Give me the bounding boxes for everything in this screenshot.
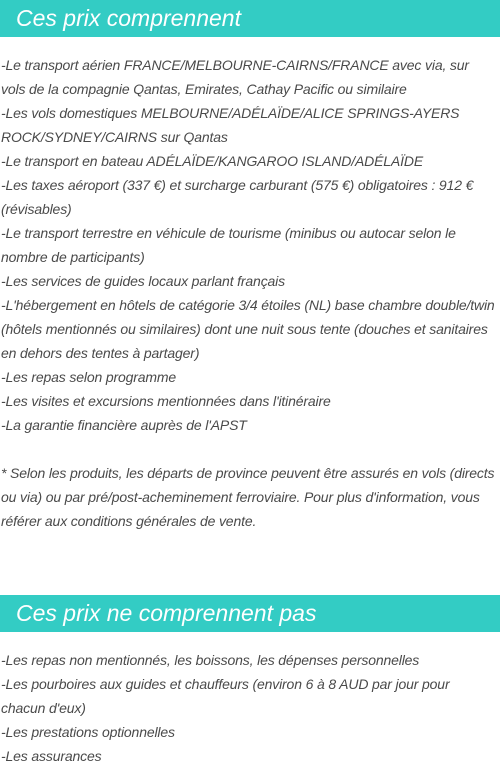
included-heading: Ces prix comprennent	[0, 0, 500, 37]
included-list	[0, 53, 500, 437]
included-item: -Les visites et excursions mentionnées dans l'itinéraire	[1, 393, 331, 409]
excluded-item: -Les assurances	[1, 748, 102, 764]
included-item: -Le transport aérien FRANCE/MELBOURNE-CAIRNS/FRANCE avec via, sur vols de la compagnie Qantas, Emirates, Cathay Pacific ou similaire	[1, 57, 469, 97]
excluded-item: -Les repas non mentionnés, les boissons, les dépenses personnelles	[1, 652, 420, 668]
included-item: -Le transport terrestre en véhicule de tourisme (minibus ou autocar selon le nombre de participants)	[1, 225, 456, 265]
excluded-item: -Les pourboires aux guides et chauffeurs (environ 6 à 8 AUD par jour pour chacun d'eux)	[1, 676, 450, 716]
included-item: -Le transport en bateau ADÉLAÏDE/KANGAROO ISLAND/ADÉLAÏDE	[1, 153, 424, 169]
excluded-item: -Les prestations optionnelles	[1, 724, 175, 740]
excluded-section	[0, 595, 500, 768]
included-item: -Les taxes aéroport (337 €) et surcharge carburant (575 €) obligatoires : 912 € (révisables)	[1, 177, 474, 217]
excluded-list	[0, 648, 500, 768]
included-item: -Les repas selon programme	[1, 369, 177, 385]
included-item: -Les vols domestiques MELBOURNE/ADÉLAÏDE/ALICE SPRINGS-AYERS ROCK/SYDNEY/CAIRNS sur Qantas	[1, 105, 460, 145]
provincial-departures-note: * Selon les produits, les départs de province peuvent être assurés en vols (directs ou via) ou par pré/post-acheminement ferroviaire. Pour plus d'information, vous référer aux conditions générales de vente.	[1, 465, 495, 529]
included-item: -L'hébergement en hôtels de catégorie 3/4 étoiles (NL) base chambre double/twin (hôtels mentionnés ou similaires) dont une nuit sous tente (douches et sanitaires en dehors des tentes à partager)	[1, 297, 495, 361]
excluded-heading: Ces prix ne comprennent pas	[0, 595, 500, 632]
included-item: -Les services de guides locaux parlant français	[1, 273, 285, 289]
included-item: -La garantie financière auprès de l'APST	[1, 417, 247, 433]
